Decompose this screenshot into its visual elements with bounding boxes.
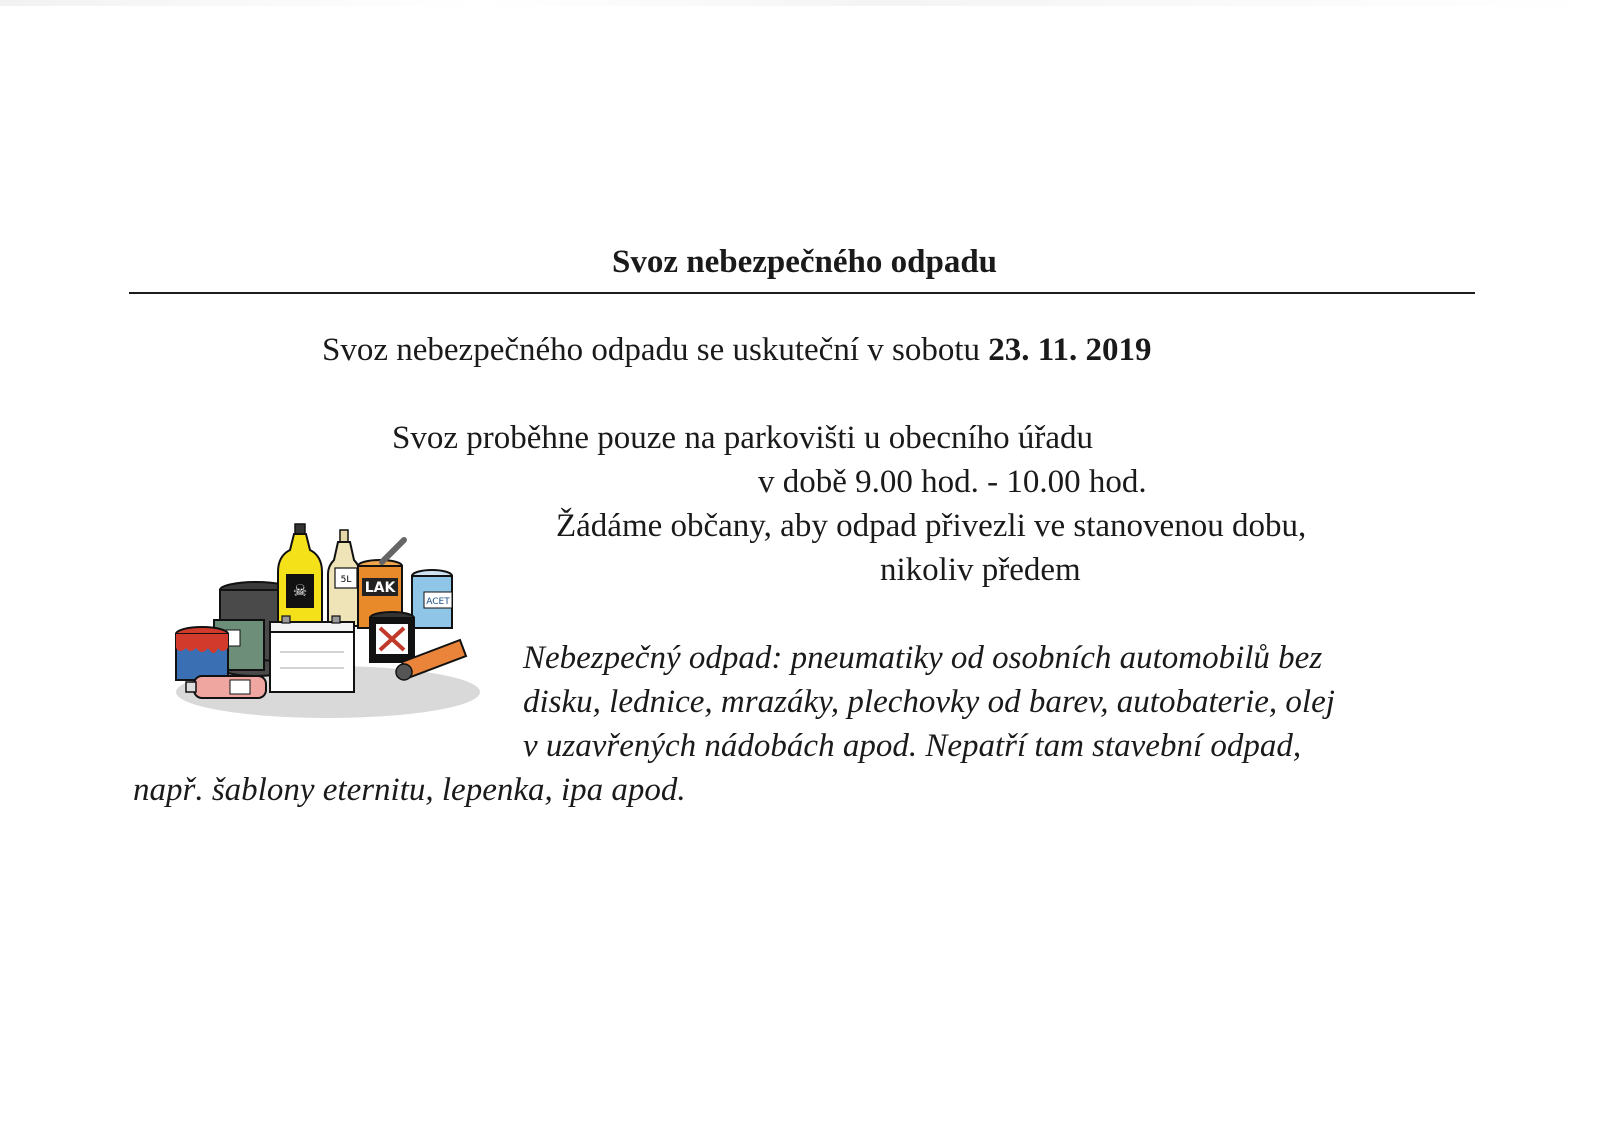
info-line-1: Nebezpečný odpad: pneumatiky od osobních automobilů bez <box>523 640 1323 676</box>
location-line: Svoz proběhne pouze na parkovišti u obecního úřadu <box>392 420 1094 456</box>
date-line <box>322 332 1151 369</box>
title-underline <box>129 292 1475 294</box>
info-line-3: v uzavřených nádobách apod. Nepatří tam stavební odpad, <box>523 728 1302 764</box>
acetone-label: ACET <box>426 597 450 607</box>
beige-bottle <box>328 530 360 626</box>
date-line-text: Svoz nebezpečného odpadu se uskuteční v sobotu <box>322 332 989 368</box>
svg-text:☠: ☠ <box>292 581 308 600</box>
time-line: v době 9.00 hod. - 10.00 hod. <box>758 464 1147 500</box>
hazardous-waste-containers-icon <box>168 522 486 728</box>
acetone-can <box>412 570 452 628</box>
info-line-2: disku, lednice, mrazáky, plechovky od barev, autobaterie, olej <box>523 684 1335 720</box>
pink-bottle <box>186 676 266 698</box>
collection-date: 23. 11. 2019 <box>988 332 1152 368</box>
request-line-1: Žádáme občany, aby odpad přivezli ve stanovenou dobu, <box>556 508 1307 544</box>
red-paint-can <box>176 627 228 680</box>
oil-label: 5L <box>340 575 352 585</box>
car-battery <box>270 616 354 692</box>
info-line-4: např. šablony eternitu, lepenka, ipa apod. <box>133 772 686 808</box>
lak-label: LAK <box>364 580 396 596</box>
black-hazard-can <box>370 612 414 662</box>
scan-edge <box>0 0 1599 6</box>
request-line-2: nikoliv předem <box>880 552 1081 588</box>
page-title: Svoz nebezpečného odpadu <box>611 244 998 280</box>
